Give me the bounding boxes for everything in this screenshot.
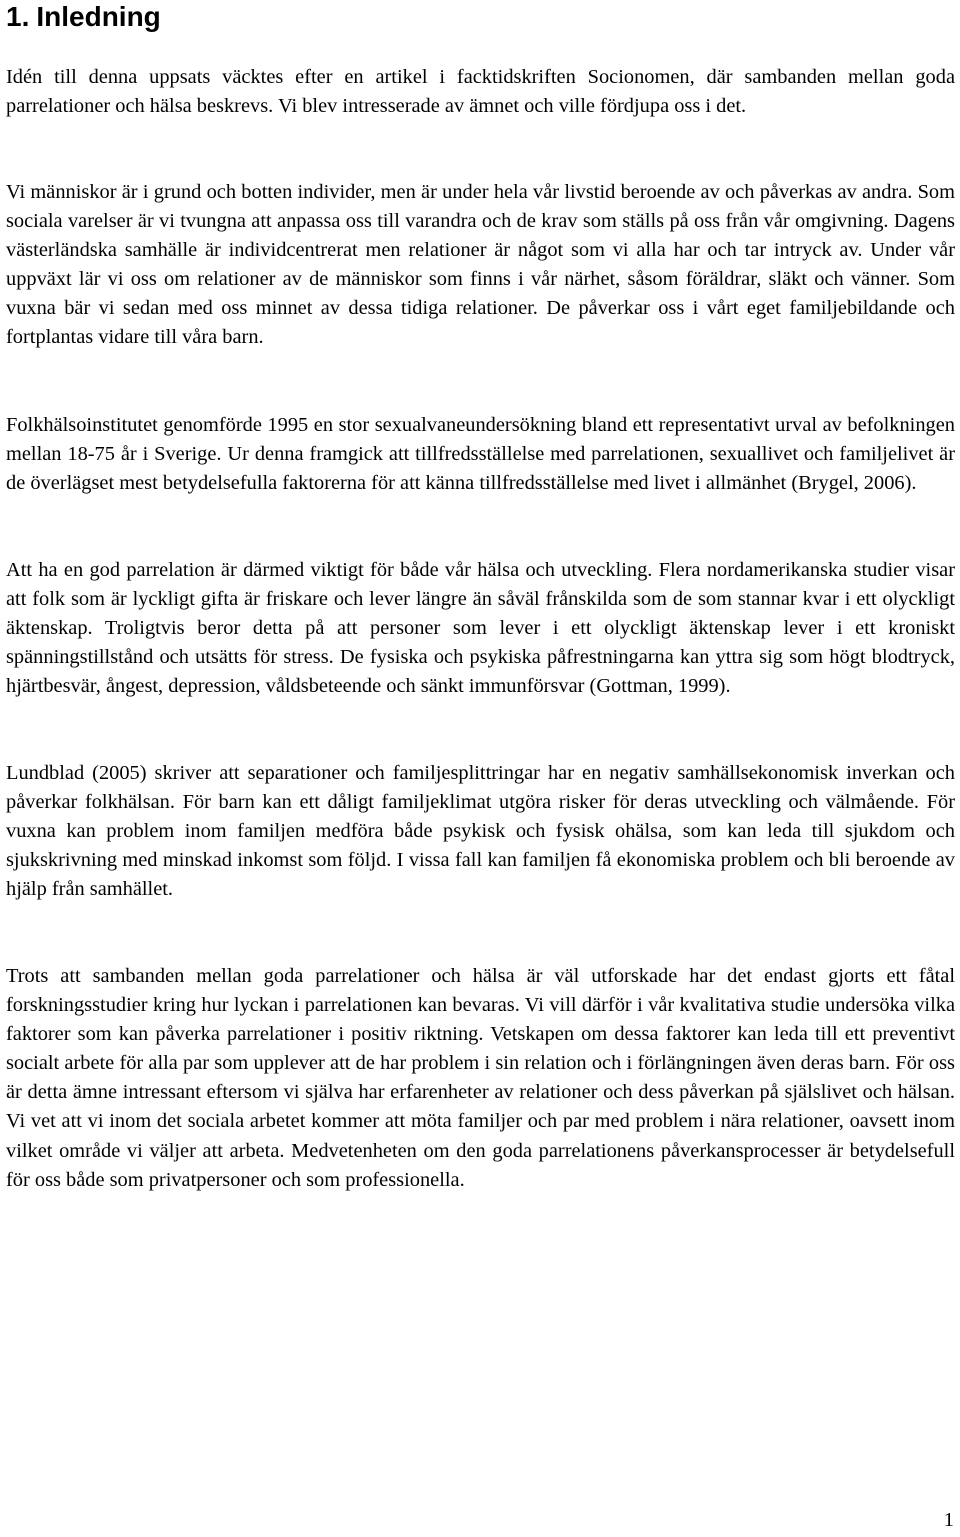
section-heading <box>6 0 161 34</box>
paragraph-health: Att ha en god parrelation är därmed viktigt för både vår hälsa och utveckling. Flera nordamerikanska studier visar att folk som är lyckligt gifta är friskare och lever längre än såväl frånskilda som de som stannar kvar i ett olyckligt äktenskap. Troligtvis beror detta på att personer som lever i ett olyckligt äktenskap lever i ett kroniskt spänningstillstånd och utsätts för stress. De fysiska och psykiska påfrestningarna kan yttra sig som högt blodtryck, hjärtbesvär, ångest, depression, våldsbeteende och sänkt immunförsvar (Gottman, 1999). <box>6 559 955 698</box>
page-number: 1 <box>943 1509 954 1531</box>
section-title: Inledning <box>36 1 161 32</box>
paragraph-survey: Folkhälsoinstitutet genomförde 1995 en stor sexualvaneundersökning bland ett representativt urval av befolkningen mellan 18-75 år i Sverige. Ur denna framgick att tillfredsställelse med parrelationen, sexuallivet och familjelivet är de överlägset mest betydelsefulla faktorerna för att känna tillfredsställelse med livet i allmänhet (Brygel, 2006). <box>6 414 955 495</box>
paragraph-relations: Vi människor är i grund och botten individer, men är under hela vår livstid beroende av och påverkas av andra. Som sociala varelser är vi tvungna att anpassa oss till varandra och de krav som ställs på oss från vår omgivning. Dagens västerländska samhälle är individcentrerat men relationer är något som vi alla har och tar intryck av. Under vår uppväxt lär vi oss om relationer av de människor som finns i vår närhet, såsom föräldrar, släkt och vänner. Som vuxna bär vi sedan med oss minnet av dessa tidiga relationer. De påverkar oss i vårt eget familjebildande och fortplantas vidare till våra barn. <box>6 181 955 349</box>
section-number: 1. <box>6 1 30 32</box>
paragraph-intro: Idén till denna uppsats väcktes efter en artikel i facktidskriften Socionomen, där sambanden mellan goda parrelationer och hälsa beskrevs. Vi blev intresserade av ämnet och ville fördjupa oss i det. <box>6 66 955 118</box>
paragraph-purpose: Trots att sambanden mellan goda parrelationer och hälsa är väl utforskade har det endast gjorts ett fåtal forskningsstudier kring hur lyckan i parrelationen kan bevaras. Vi vill därför i vår kvalitativa studie undersöka vilka faktorer som kan påverka parrelationer i positiv riktning. Vetskapen om dessa faktorer kan leda till ett preventivt socialt arbete för alla par som upplever att de har problem i sin relation och i förlängningen även deras barn. För oss är detta ämne intressant eftersom vi själva har erfarenheter av relationer och dess påverkan på själslivet och hälsan. Vi vet att vi inom det sociala arbetet kommer att möta familjer och par med problem i nära relationer, oavsett inom vilket område vi väljer att arbeta. Medvetenheten om den goda parrelationens påverkansprocesser är betydelsefull för oss både som privatpersoner och som professionella. <box>6 965 955 1191</box>
paragraph-society: Lundblad (2005) skriver att separationer och familjesplittringar har en negativ samhällsekonomisk inverkan och påverkar folkhälsan. För barn kan ett dåligt familjeklimat utgöra risker för deras utveckling och välmående. För vuxna kan problem inom familjen medföra både psykisk och fysisk ohälsa, som kan leda till sjukdom och sjukskrivning med minskad inkomst som följd. I vissa fall kan familjen få ekonomiska problem och bli beroende av hjälp från samhället. <box>6 762 955 901</box>
